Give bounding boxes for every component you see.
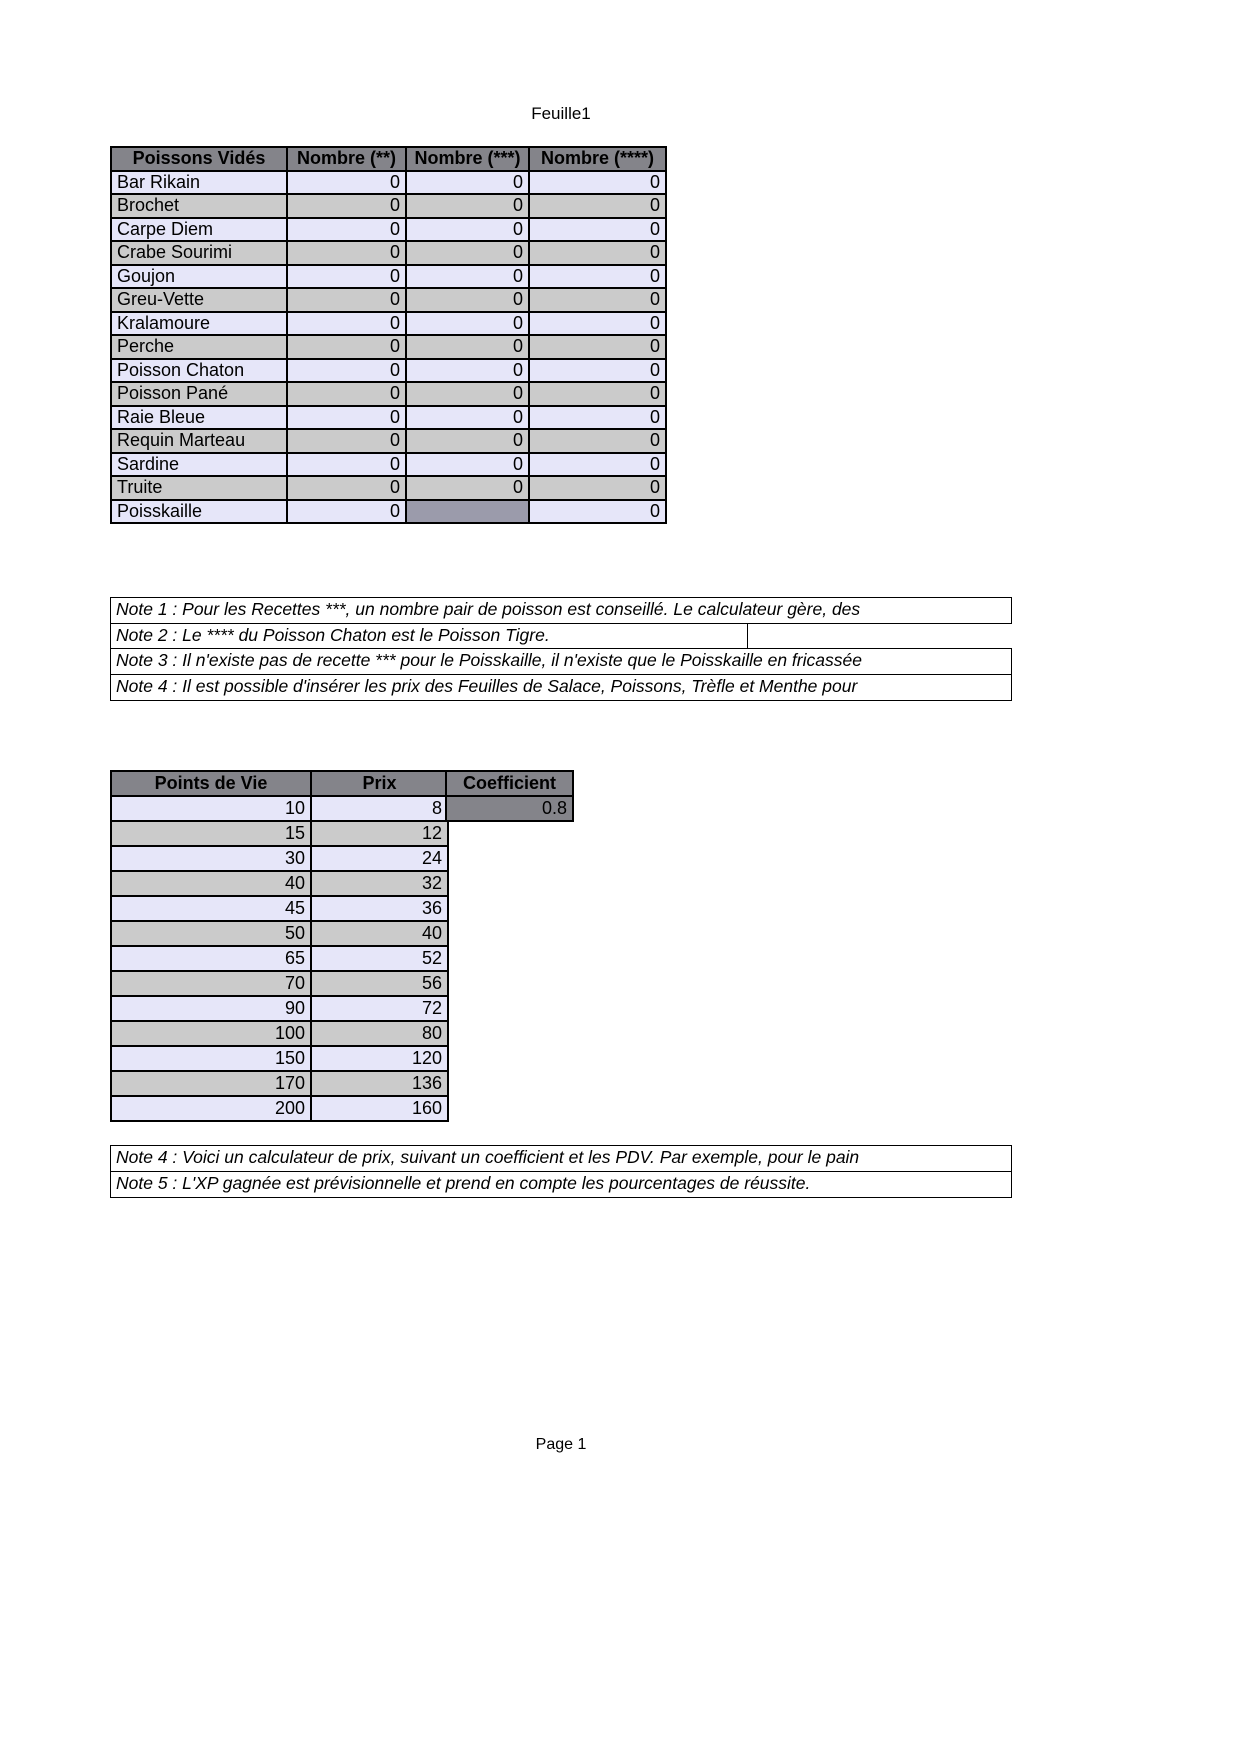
price-table-row (111, 821, 448, 846)
fish-table-row (111, 359, 666, 383)
fish-table-row (111, 500, 666, 524)
fish-table-row (111, 476, 666, 500)
count-2-stars-cell: 0 (287, 335, 406, 359)
price-table-header-row (111, 771, 448, 796)
count-4-stars-cell: 0 (529, 218, 666, 242)
note-line-5: Note 4 : Voici un calculateur de prix, suivant un coefficient et les PDV. Par exemple, pour le pain (110, 1145, 1012, 1172)
count-2-stars-cell: 0 (287, 476, 406, 500)
count-2-stars-cell: 0 (287, 218, 406, 242)
count-3-stars-cell: 0 (406, 241, 529, 265)
page-number: Page 1 (535, 1436, 587, 1453)
pdv-cell: 170 (111, 1071, 311, 1096)
fish-name-cell: Truite (111, 476, 287, 500)
price-table-row (111, 1021, 448, 1046)
count-4-stars-cell: 0 (529, 194, 666, 218)
fish-table-header-row (111, 147, 666, 171)
prix-cell: 56 (311, 971, 448, 996)
column-header-nombre-4-stars: Nombre (****) (529, 147, 666, 171)
pdv-cell: 150 (111, 1046, 311, 1071)
count-3-stars-cell: 0 (406, 453, 529, 477)
coefficient-value-cell: 0.8 (446, 796, 573, 821)
fish-name-cell: Requin Marteau (111, 429, 287, 453)
pdv-cell: 70 (111, 971, 311, 996)
coefficient-value-row (446, 796, 573, 821)
price-table (110, 770, 449, 1122)
price-table-row (111, 1071, 448, 1096)
count-2-stars-cell: 0 (287, 453, 406, 477)
prix-cell: 24 (311, 846, 448, 871)
pdv-cell: 65 (111, 946, 311, 971)
prix-cell: 52 (311, 946, 448, 971)
pdv-cell: 50 (111, 921, 311, 946)
note-line-6: Note 5 : L'XP gagnée est prévisionnelle et prend en compte les pourcentages de réussite. (110, 1171, 1012, 1198)
count-4-stars-cell: 0 (529, 265, 666, 289)
count-3-stars-cell: 0 (406, 335, 529, 359)
fish-name-cell: Raie Bleue (111, 406, 287, 430)
fish-table-row (111, 288, 666, 312)
count-2-stars-cell: 0 (287, 500, 406, 524)
pdv-cell: 10 (111, 796, 311, 821)
count-3-stars-cell: 0 (406, 218, 529, 242)
pdv-cell: 15 (111, 821, 311, 846)
note-line-3: Note 3 : Il n'existe pas de recette *** pour le Poisskaille, il n'existe que le Poisskaille en fricassée (110, 648, 1012, 675)
prix-cell: 8 (311, 796, 448, 821)
pdv-cell: 40 (111, 871, 311, 896)
fish-name-cell: Poisson Chaton (111, 359, 287, 383)
price-table-row (111, 896, 448, 921)
count-3-stars-cell: 0 (406, 312, 529, 336)
count-4-stars-cell: 0 (529, 288, 666, 312)
fish-table-row (111, 265, 666, 289)
pdv-cell: 100 (111, 1021, 311, 1046)
price-table-row (111, 996, 448, 1021)
prix-cell: 36 (311, 896, 448, 921)
price-table-row (111, 796, 448, 821)
column-header-nombre-2-stars: Nombre (**) (287, 147, 406, 171)
note-line-2: Note 2 : Le **** du Poisson Chaton est le Poisson Tigre. (110, 623, 748, 650)
pdv-cell: 90 (111, 996, 311, 1021)
fish-table-row (111, 382, 666, 406)
count-4-stars-cell: 0 (529, 359, 666, 383)
fish-name-cell: Goujon (111, 265, 287, 289)
count-3-stars-cell: 0 (406, 265, 529, 289)
count-3-stars-cell: 0 (406, 406, 529, 430)
count-4-stars-cell: 0 (529, 241, 666, 265)
prix-cell: 80 (311, 1021, 448, 1046)
prix-cell: 40 (311, 921, 448, 946)
count-3-stars-cell: 0 (406, 382, 529, 406)
pdv-cell: 45 (111, 896, 311, 921)
count-4-stars-cell: 0 (529, 335, 666, 359)
count-4-stars-cell: 0 (529, 382, 666, 406)
fish-table-row (111, 312, 666, 336)
column-header-prix: Prix (311, 771, 448, 796)
column-header-coefficient: Coefficient (446, 771, 573, 796)
note-line-1: Note 1 : Pour les Recettes ***, un nombre pair de poisson est conseillé. Le calculateur gère, des (110, 597, 1012, 624)
count-3-stars-cell: 0 (406, 359, 529, 383)
count-2-stars-cell: 0 (287, 288, 406, 312)
count-3-stars-cell: 0 (406, 429, 529, 453)
column-header-nombre-3-stars: Nombre (***) (406, 147, 529, 171)
fish-table-row (111, 218, 666, 242)
prix-cell: 120 (311, 1046, 448, 1071)
count-4-stars-cell: 0 (529, 453, 666, 477)
fish-name-cell: Poisskaille (111, 500, 287, 524)
count-2-stars-cell: 0 (287, 382, 406, 406)
count-2-stars-cell: 0 (287, 241, 406, 265)
fish-name-cell: Sardine (111, 453, 287, 477)
count-3-stars-cell: 0 (406, 288, 529, 312)
coefficient-header-row (446, 771, 573, 796)
fish-table-row (111, 429, 666, 453)
sheet-title: Feuille1 (531, 104, 591, 123)
prix-cell: 32 (311, 871, 448, 896)
fish-name-cell: Carpe Diem (111, 218, 287, 242)
count-2-stars-cell: 0 (287, 429, 406, 453)
price-table-row (111, 1096, 448, 1121)
count-2-stars-cell: 0 (287, 359, 406, 383)
fish-name-cell: Kralamoure (111, 312, 287, 336)
fish-table-row (111, 453, 666, 477)
fish-count-table (110, 146, 667, 524)
prix-cell: 136 (311, 1071, 448, 1096)
count-2-stars-cell: 0 (287, 194, 406, 218)
price-table-row (111, 871, 448, 896)
price-table-row (111, 946, 448, 971)
fish-table-row (111, 241, 666, 265)
count-2-stars-cell: 0 (287, 265, 406, 289)
price-table-row (111, 1046, 448, 1071)
fish-name-cell: Perche (111, 335, 287, 359)
count-4-stars-cell: 0 (529, 429, 666, 453)
column-header-points-de-vie: Points de Vie (111, 771, 311, 796)
fish-name-cell: Greu-Vette (111, 288, 287, 312)
fish-name-cell: Brochet (111, 194, 287, 218)
column-header-poissons-vides: Poissons Vidés (111, 147, 287, 171)
note-line-4: Note 4 : Il est possible d'insérer les prix des Feuilles de Salace, Poissons, Trèfle et Menthe pour (110, 674, 1012, 701)
fish-name-cell: Bar Rikain (111, 171, 287, 195)
count-2-stars-cell: 0 (287, 171, 406, 195)
fish-table-row (111, 194, 666, 218)
count-4-stars-cell: 0 (529, 171, 666, 195)
count-3-stars-cell: 0 (406, 194, 529, 218)
count-3-stars-cell: 0 (406, 476, 529, 500)
prix-cell: 12 (311, 821, 448, 846)
count-4-stars-cell: 0 (529, 476, 666, 500)
prix-cell: 160 (311, 1096, 448, 1121)
fish-table-row (111, 171, 666, 195)
fish-name-cell: Crabe Sourimi (111, 241, 287, 265)
count-3-stars-cell (406, 500, 529, 524)
coefficient-block (445, 770, 574, 822)
price-table-row (111, 846, 448, 871)
price-table-row (111, 971, 448, 996)
count-2-stars-cell: 0 (287, 312, 406, 336)
count-2-stars-cell: 0 (287, 406, 406, 430)
price-table-row (111, 921, 448, 946)
count-4-stars-cell: 0 (529, 406, 666, 430)
prix-cell: 72 (311, 996, 448, 1021)
count-4-stars-cell: 0 (529, 312, 666, 336)
pdv-cell: 200 (111, 1096, 311, 1121)
fish-name-cell: Poisson Pané (111, 382, 287, 406)
notes-bottom-block (110, 1145, 1012, 1198)
count-3-stars-cell: 0 (406, 171, 529, 195)
pdv-cell: 30 (111, 846, 311, 871)
fish-table-row (111, 406, 666, 430)
count-4-stars-cell: 0 (529, 500, 666, 524)
notes-top-block (110, 597, 1012, 701)
fish-table-row (111, 335, 666, 359)
